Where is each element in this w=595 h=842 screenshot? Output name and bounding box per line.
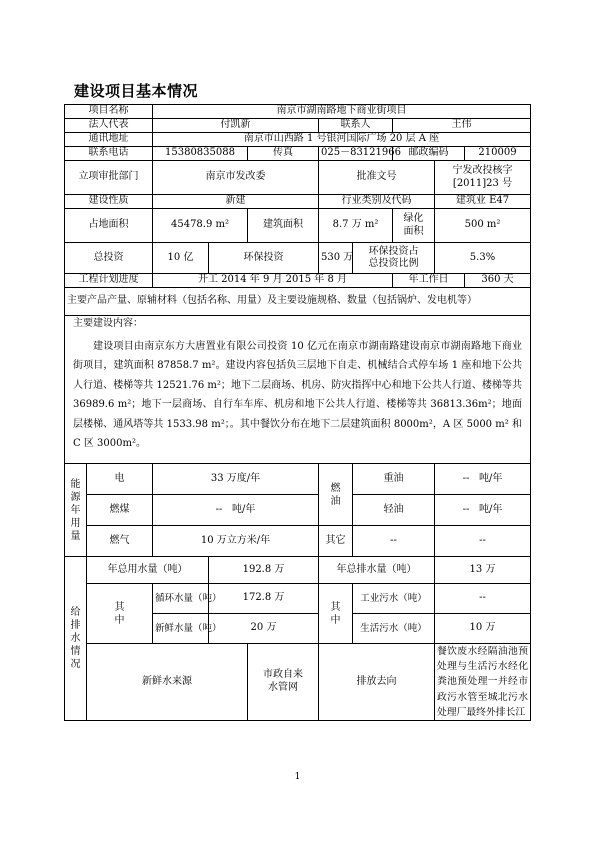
label-zip: 邮政编码 bbox=[393, 147, 465, 161]
approval-doc-line1: 宁发改投核字 bbox=[452, 165, 513, 176]
value-zip: 210009 bbox=[465, 147, 531, 161]
main-content-label: 主要建设内容： bbox=[73, 318, 143, 329]
row-approval bbox=[65, 161, 531, 195]
value-fax: 025－83121966 bbox=[319, 147, 393, 161]
label-land-area: 占地面积 bbox=[65, 209, 153, 243]
env-ratio-line1: 环保投资占 bbox=[368, 245, 419, 257]
label-discharge-dest: 排放去向 bbox=[319, 644, 435, 721]
value-build-area: 8.7 万 m² bbox=[319, 209, 393, 243]
row-schedule bbox=[65, 274, 531, 288]
water-section-label bbox=[65, 557, 87, 721]
value-project-name: 南京市湖南路地下商业街项目 bbox=[153, 105, 531, 119]
of-which-char: 中 bbox=[114, 614, 125, 626]
value-total-discharge: 13 万 bbox=[435, 557, 531, 584]
label-total-water-use: 年总用水量（吨） bbox=[87, 557, 209, 584]
label-total-investment: 总投资 bbox=[65, 243, 153, 274]
row-legal-rep bbox=[65, 119, 531, 133]
label-fax: 传真 bbox=[248, 147, 319, 161]
water-label-char: 况 bbox=[70, 658, 81, 670]
energy-label-char: 量 bbox=[70, 530, 81, 542]
row-water-4 bbox=[65, 644, 531, 721]
of-which-char: 其 bbox=[330, 601, 341, 613]
label-heavy-oil: 重油 bbox=[353, 464, 435, 495]
value-industry: 建筑业 E47 bbox=[435, 195, 531, 209]
row-energy-2 bbox=[65, 495, 531, 526]
label-address: 通讯地址 bbox=[65, 133, 153, 147]
label-nature: 建设性质 bbox=[65, 195, 153, 209]
env-ratio-line2: 总投资比例 bbox=[368, 258, 419, 269]
value-domestic-sewage: 10 万 bbox=[435, 614, 531, 644]
energy-section-label bbox=[65, 464, 87, 557]
water-source-line1: 市政自来 bbox=[263, 669, 303, 681]
value-total-water-use: 192.8 万 bbox=[209, 557, 319, 584]
label-env-ratio bbox=[353, 243, 435, 274]
energy-label-char: 能 bbox=[70, 478, 81, 490]
water-label-char: 水 bbox=[70, 632, 81, 644]
value-other-1: -- bbox=[353, 526, 435, 557]
label-env-investment: 环保投资 bbox=[209, 243, 319, 274]
energy-label-char: 源 bbox=[70, 491, 81, 503]
green-label-line1: 绿化 bbox=[403, 213, 424, 224]
row-main-content bbox=[65, 316, 531, 464]
label-fresh-water: 新鲜水量（吨） bbox=[153, 614, 209, 644]
fuel-label-char: 油 bbox=[330, 495, 341, 507]
value-phone: 15380835088 bbox=[153, 147, 248, 161]
value-other-2: -- bbox=[435, 526, 531, 557]
value-approval-doc bbox=[435, 161, 531, 195]
row-products bbox=[65, 288, 531, 316]
page-number: 1 bbox=[294, 772, 301, 782]
fuel-oil-label bbox=[319, 464, 353, 526]
main-content-cell bbox=[65, 316, 531, 464]
value-discharge-dest: 餐饮废水经隔油池预处理与生活污水经化粪池预处理一并经市政污水管至城北污水处理厂最终外排长江 bbox=[435, 644, 531, 721]
value-total-investment: 10 亿 bbox=[153, 243, 209, 274]
value-gas: 10 万立方米/年 bbox=[153, 526, 319, 557]
energy-label-char: 年 bbox=[70, 504, 81, 516]
label-project-name: 项目名称 bbox=[65, 105, 153, 119]
main-content-text: 建设项目由南京东方大唐置业有限公司投资 10 亿元在南京市湖南路建设南京市湖南路地下商业街项目，建筑面积 87858.7 m²。建设内容包括负三层地下自走、机械结合式停车场 1 座和地下公共人行道、楼梯等共 12521.76 m²；地下二层商场、机房、防灾指挥中心和地下公共人行道、楼梯等共 36989.6 m²；地下一层商场、自行车车库、机房和地下公共人行道、楼梯等共 36813.36m²；地面层楼梯、通风塔等共 1533.98 m²；。其中餐饮分布在地下二层建筑面积 8000m²，A 区 5000 m² 和 C 区 3000m²。 bbox=[73, 340, 522, 449]
value-electric: 33 万度/年 bbox=[153, 464, 319, 495]
label-total-discharge: 年总排水量（吨） bbox=[319, 557, 435, 584]
of-which-char: 其 bbox=[114, 601, 125, 613]
value-legal-rep: 付凯新 bbox=[153, 119, 319, 133]
project-info-table bbox=[64, 104, 531, 721]
water-label-char: 给 bbox=[70, 606, 81, 618]
row-area bbox=[65, 209, 531, 243]
green-label-line2: 面积 bbox=[403, 225, 424, 237]
label-domestic-sewage: 生活污水（吨） bbox=[353, 614, 435, 644]
value-water-source bbox=[248, 644, 319, 721]
water-of-which-right bbox=[319, 584, 353, 644]
water-source-line2: 水管网 bbox=[268, 681, 298, 693]
label-work-days: 年工作日 bbox=[393, 274, 465, 288]
label-light-oil: 轻油 bbox=[353, 495, 435, 526]
row-water-1 bbox=[65, 557, 531, 584]
value-coal: -- 吨/年 bbox=[153, 495, 319, 526]
row-nature bbox=[65, 195, 531, 209]
value-recycle-water: 172.8 万 bbox=[209, 584, 319, 614]
label-phone: 联系电话 bbox=[65, 147, 153, 161]
value-env-ratio: 5.3% bbox=[435, 243, 531, 274]
label-approval-dept: 立项审批部门 bbox=[65, 161, 153, 195]
value-approval-dept: 南京市发改委 bbox=[153, 161, 319, 195]
products-description: 主要产品产量、原辅材料（包括名称、用量）及主要设施规格、数量（包括锅炉、发电机等） bbox=[65, 288, 531, 316]
fuel-label-char: 燃 bbox=[330, 482, 341, 494]
energy-label-char: 用 bbox=[70, 517, 81, 529]
label-green-area bbox=[393, 209, 435, 243]
section-title: 建设项目基本情况 bbox=[74, 82, 199, 100]
label-water-source: 新鲜水来源 bbox=[87, 644, 248, 721]
approval-doc-line2: [2011]23 号 bbox=[452, 177, 513, 189]
value-land-area: 45478.9 m² bbox=[153, 209, 248, 243]
label-legal-rep: 法人代表 bbox=[65, 119, 153, 133]
water-of-which-left bbox=[87, 584, 153, 644]
label-gas: 燃气 bbox=[87, 526, 153, 557]
row-project-name bbox=[65, 105, 531, 119]
label-industry: 行业类别及代码 bbox=[319, 195, 435, 209]
value-address: 南京市山西路 1 号银河国际广场 20 层 A 座 bbox=[153, 133, 531, 147]
row-phone bbox=[65, 147, 531, 161]
value-schedule: 开工 2014 年 9 月 2015 年 8 月 bbox=[153, 274, 393, 288]
row-address bbox=[65, 133, 531, 147]
value-green-area: 500 m² bbox=[435, 209, 531, 243]
water-label-char: 排 bbox=[70, 619, 81, 631]
value-heavy-oil: -- 吨/年 bbox=[435, 464, 531, 495]
row-water-2 bbox=[65, 584, 531, 614]
row-energy-1 bbox=[65, 464, 531, 495]
label-electric: 电 bbox=[87, 464, 153, 495]
value-fresh-water: 20 万 bbox=[209, 614, 319, 644]
value-nature: 新建 bbox=[153, 195, 319, 209]
label-recycle-water: 循环水量（吨） bbox=[153, 584, 209, 614]
value-industrial-sewage: -- bbox=[435, 584, 531, 614]
row-investment bbox=[65, 243, 531, 274]
row-energy-3 bbox=[65, 526, 531, 557]
label-coal: 燃煤 bbox=[87, 495, 153, 526]
value-contact: 王伟 bbox=[393, 119, 531, 133]
label-schedule: 工程计划进度 bbox=[65, 274, 153, 288]
value-light-oil: -- 吨/年 bbox=[435, 495, 531, 526]
water-label-char: 情 bbox=[70, 645, 81, 657]
label-build-area: 建筑面积 bbox=[248, 209, 319, 243]
label-industrial-sewage: 工业污水（吨） bbox=[353, 584, 435, 614]
label-contact: 联系人 bbox=[319, 119, 393, 133]
label-approval-doc: 批准文号 bbox=[319, 161, 435, 195]
label-other: 其它 bbox=[319, 526, 353, 557]
of-which-char: 中 bbox=[330, 614, 341, 626]
value-env-investment: 530 万 bbox=[319, 243, 353, 274]
value-work-days: 360 天 bbox=[465, 274, 531, 288]
